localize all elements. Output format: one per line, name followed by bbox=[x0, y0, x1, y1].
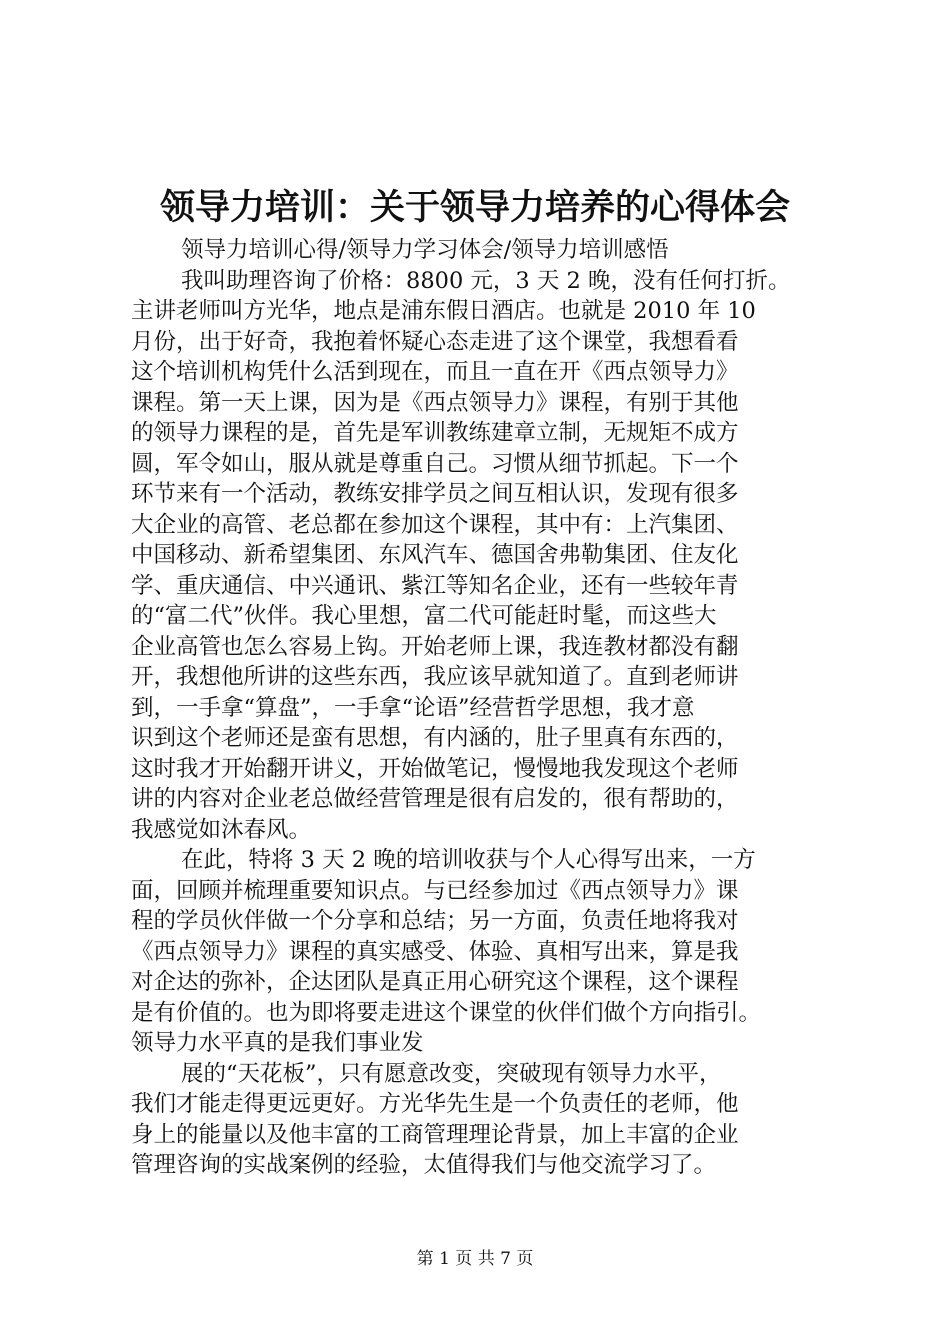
document-title: 领导力培训：关于领导力培养的心得体会 bbox=[159, 187, 790, 228]
text-line: 环节来有一个活动，教练安排学员之间互相认识，发现有很多 bbox=[131, 481, 739, 507]
document-body bbox=[131, 235, 831, 1181]
text-line: 的领导力课程的是，首先是军训教练建章立制，无规矩不成方 bbox=[131, 420, 739, 446]
text-line: 主讲老师叫方光华，地点是浦东假日酒店。也就是 2010 年 10 bbox=[131, 298, 756, 324]
text-line: 是有价值的。也为即将要走进这个课堂的伙伴们做个方向指引。 bbox=[131, 999, 762, 1026]
text-line: 管理咨询的实战案例的经验，太值得我们与他交流学习了。 bbox=[131, 1152, 717, 1178]
text-line: 到，一手拿“算盘”，一手拿“论语”经营哲学思想，我才意 bbox=[131, 694, 695, 721]
subtitle-line: 领导力培训心得/领导力学习体会/领导力培训感悟 bbox=[181, 237, 669, 263]
text-line: 这时我才开始翻开讲义，开始做笔记，慢慢地我发现这个老师 bbox=[131, 755, 739, 782]
text-line: 面，回顾并梳理重要知识点。与已经参加过《西点领导力》课 bbox=[131, 877, 739, 904]
text-line: 身上的能量以及他丰富的工商管理理论背景，加上丰富的企业 bbox=[131, 1121, 739, 1148]
text-line: 中国移动、新希望集团、东风汽车、德国舍弗勒集团、住友化 bbox=[131, 542, 739, 568]
text-line: 程的学员伙伴做一个分享和总结；另一方面，负责任地将我对 bbox=[131, 908, 739, 934]
text-line: 的“富二代”伙伴。我心里想，富二代可能赶时髦，而这些大 bbox=[131, 603, 717, 629]
text-line: 讲的内容对企业老总做经营管理是很有启发的，很有帮助的， bbox=[131, 786, 739, 812]
text-line: 《西点领导力》课程的真实感受、体验、真相写出来，算是我 bbox=[131, 938, 739, 965]
text-line: 月份，出于好奇，我抱着怀疑心态走进了这个课堂，我想看看 bbox=[131, 328, 739, 355]
text-line: 对企达的弥补，企达团队是真正用心研究这个课程，这个课程 bbox=[131, 969, 739, 995]
text-line: 这个培训机构凭什么活到现在，而且一直在开《西点领导力》 bbox=[131, 359, 739, 385]
page-footer: 第 1 页 共 7 页 bbox=[416, 1249, 534, 1269]
text-line: 学、重庆通信、中兴通讯、紫江等知名企业，还有一些较年青 bbox=[131, 572, 739, 599]
text-line: 我叫助理咨询了价格：8800 元，3 天 2 晚，没有任何打折。 bbox=[181, 267, 791, 294]
text-line: 课程。第一天上课，因为是《西点领导力》课程，有别于其他 bbox=[131, 389, 739, 416]
text-line: 开，我想他所讲的这些东西，我应该早就知道了。直到老师讲 bbox=[131, 664, 739, 690]
text-line: 在此，特将 3 天 2 晚的培训收获与个人心得写出来，一方 bbox=[181, 847, 756, 873]
text-line: 大企业的高管、老总都在参加这个课程，其中有：上汽集团、 bbox=[131, 511, 739, 538]
text-line: 企业高管也怎么容易上钩。开始老师上课，我连教材都没有翻 bbox=[131, 633, 739, 660]
text-line: 我感觉如沐春风。 bbox=[131, 816, 312, 843]
text-line: 我们才能走得更远更好。方光华先生是一个负责任的老师，他 bbox=[131, 1091, 739, 1117]
text-line: 识到这个老师还是蛮有思想，有内涵的，肚子里真有东西的， bbox=[131, 725, 739, 751]
text-line: 展的“天花板”，只有愿意改变，突破现有领导力水平， bbox=[181, 1060, 722, 1087]
text-line: 圆，军令如山，服从就是尊重自己。习惯从细节抓起。下一个 bbox=[131, 450, 739, 477]
text-line: 领导力水平真的是我们事业发 bbox=[131, 1030, 424, 1056]
